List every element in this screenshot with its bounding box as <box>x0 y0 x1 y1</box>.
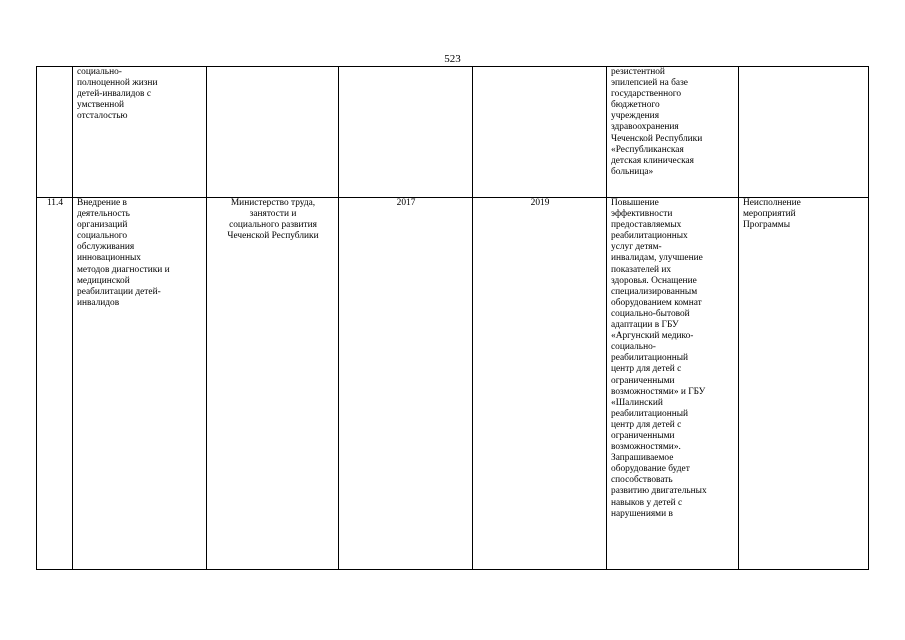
result-line: ограниченными <box>611 430 675 441</box>
result-line: адаптации в ГБУ <box>611 320 679 331</box>
measure-name-line: реабилитации детей- <box>77 286 161 297</box>
result-line: центр для детей с <box>611 419 682 430</box>
result-line: показателей их <box>611 264 672 275</box>
result-line: Повышение <box>611 198 659 208</box>
result-line: «Шалинский <box>611 397 663 408</box>
start-year-cell <box>339 198 473 570</box>
measure-name-line: детей-инвалидов с <box>77 89 151 100</box>
result-line: ограниченными <box>611 375 675 386</box>
measure-name-line: социально- <box>77 67 122 77</box>
executor-line: Чеченской Республики <box>227 231 319 242</box>
executor-cell <box>207 67 339 198</box>
result-line: навыков у детей с <box>611 497 683 508</box>
row-number-cell <box>37 198 73 570</box>
measure-name-cell <box>73 67 207 198</box>
row-number-cell <box>37 67 73 198</box>
consequence-line: Неисполнение <box>743 198 801 208</box>
result-line: эффективности <box>611 209 673 220</box>
result-line: Чеченской Республики <box>611 133 703 144</box>
consequence-line: мероприятий <box>743 209 796 220</box>
measure-name-line: Внедрение в <box>77 198 127 208</box>
result-line: реабилитационных <box>611 231 688 242</box>
consequence-cell <box>739 198 869 570</box>
result-line: социально- <box>611 342 656 353</box>
result-line: развитию двигательных <box>611 486 707 497</box>
result-line: государственного <box>611 89 682 100</box>
result-line: реабилитационный <box>611 353 689 364</box>
consequence-cell <box>739 67 869 198</box>
measure-name-cell <box>73 198 207 570</box>
program-measures-table <box>36 66 869 570</box>
result-line: нарушениями в <box>611 508 673 519</box>
result-line: инвалидам, улучшение <box>611 253 703 264</box>
result-line: детская клиническая <box>611 155 694 166</box>
result-line: Запрашиваемое <box>611 453 674 464</box>
start-year: 2017 <box>396 198 416 208</box>
result-line: возможностями». <box>611 442 681 453</box>
result-line: учреждения <box>611 111 660 122</box>
end-year-cell <box>473 198 607 570</box>
end-year: 2019 <box>530 198 550 208</box>
executor-line: социального развития <box>229 220 317 231</box>
result-line: способствовать <box>611 475 673 486</box>
result-line: резистентной <box>611 67 665 77</box>
result-line: здоровья. Оснащение <box>611 275 697 286</box>
result-line: реабилитационный <box>611 408 689 419</box>
executor-line: занятости и <box>249 209 297 220</box>
result-line: услуг детям- <box>611 242 662 253</box>
result-line: предоставляемых <box>611 220 682 231</box>
table-row <box>37 67 869 198</box>
measure-name-line: полноценной жизни <box>77 78 158 89</box>
result-line: эпилепсией на базе <box>611 78 688 89</box>
result-line: здравоохранения <box>611 122 679 133</box>
result-line: специализированным <box>611 286 698 297</box>
row-number: 11.4 <box>46 198 64 208</box>
measure-name-line: медицинской <box>77 275 130 286</box>
result-line: бюджетного <box>611 100 660 111</box>
result-line: возможностями» и ГБУ <box>611 386 706 397</box>
consequence-line: Программы <box>743 220 791 231</box>
result-line: центр для детей с <box>611 364 682 375</box>
measure-name-line: обслуживания <box>77 242 135 253</box>
result-line: «Республиканская <box>611 144 684 155</box>
result-line: оборудованием комнат <box>611 297 702 308</box>
result-line: больница» <box>611 166 654 177</box>
measure-name-line: отсталостью <box>77 111 128 122</box>
start-year-cell <box>339 67 473 198</box>
measure-name-line: социального <box>77 231 128 242</box>
measure-name-line: методов диагностики и <box>77 264 170 275</box>
result-line: «Аргунский медико- <box>611 331 694 342</box>
page-number: 523 <box>444 53 461 65</box>
expected-result-cell <box>607 67 739 198</box>
expected-result-cell <box>607 198 739 570</box>
measure-name-line: инновационных <box>77 253 141 264</box>
measure-name-line: инвалидов <box>77 297 120 308</box>
measure-name-line: деятельность <box>77 209 130 220</box>
table-row <box>37 198 869 570</box>
measure-name-line: умственной <box>77 100 125 111</box>
result-line: социально-бытовой <box>611 308 690 319</box>
executor-line: Министерство труда, <box>230 198 316 208</box>
result-line: оборудование будет <box>611 464 690 475</box>
executor-cell <box>207 198 339 570</box>
measure-name-line: организаций <box>77 220 128 231</box>
end-year-cell <box>473 67 607 198</box>
